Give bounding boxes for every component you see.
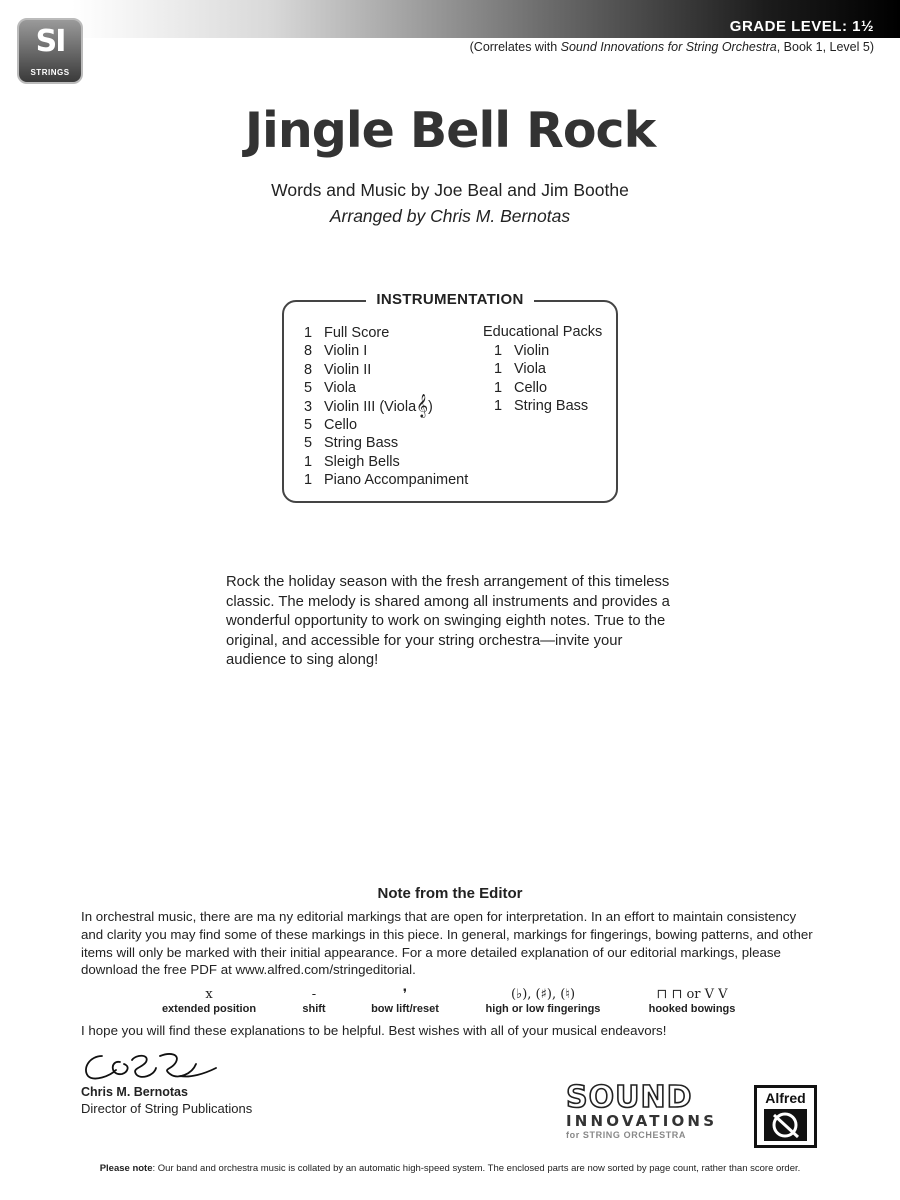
part-quantity: 1	[304, 325, 313, 341]
parts-list	[304, 324, 468, 490]
grade-level: GRADE LEVEL: 1½	[729, 18, 874, 35]
marking-symbol-icon: -	[311, 987, 317, 1002]
part-name: Violin II	[324, 361, 372, 378]
part-name: Cello	[324, 417, 358, 434]
part-quantity: 5	[304, 380, 313, 397]
alfred-emblem-icon	[764, 1109, 807, 1141]
part-quantity: 1	[494, 361, 503, 378]
list-item	[304, 342, 468, 360]
part-quantity: 1	[304, 453, 313, 470]
editorial-marking	[463, 987, 623, 1015]
list-item	[304, 324, 468, 342]
editorial-marking	[325, 987, 485, 1015]
marking-symbol-icon: ❜	[402, 987, 408, 1002]
part-name: Viola	[514, 361, 546, 378]
description: Rock the holiday season with the fresh arrangement of this timeless classic. The melody is shared among all instruments and provides a wonderful opportunity to work on swinging eighth notes. True to the original, and accessible for your string orchestra—invite your audience to sing along!	[226, 574, 670, 669]
marking-symbol-icon: (♭), (♯), (♮)	[510, 987, 576, 1002]
list-item	[304, 392, 468, 417]
instrumentation-heading: INSTRUMENTATION	[0, 291, 900, 309]
marking-label: hooked bowings	[648, 1003, 736, 1015]
part-quantity: 5	[304, 417, 313, 434]
part-name: Cello	[514, 379, 548, 396]
editor-closing: I hope you will find these explanations to be helpful. Best wishes with all of your musical endeavors!	[81, 1023, 667, 1038]
signer-title: Director of String Publications	[81, 1101, 253, 1116]
marking-label: high or low fingerings	[485, 1003, 601, 1015]
part-quantity: 8	[304, 343, 313, 360]
part-name-suffix: )	[427, 398, 433, 415]
marking-symbol-icon: x	[205, 987, 213, 1002]
arranger-credit: Arranged by Chris M. Bernotas	[329, 206, 571, 226]
list-item	[494, 379, 588, 397]
list-item	[304, 453, 468, 471]
part-name: Violin I	[324, 343, 368, 360]
part-quantity: 1	[494, 343, 503, 359]
footnote: Please note: Our band and orchestra music is collated by an automatic high-speed system. The enclosed parts are now sorted by page count, rather than score order.	[99, 1163, 801, 1174]
part-quantity: 1	[304, 472, 313, 489]
treble-clef-icon: 𝄞	[416, 392, 428, 417]
alfred-logo: Alfred	[754, 1085, 817, 1148]
marking-symbol-icon: ⊓ ⊓ or V V	[656, 987, 728, 1002]
packs-title: Educational Packs	[483, 324, 603, 340]
list-item	[494, 360, 588, 378]
part-quantity: 1	[494, 379, 503, 396]
words-music-credit: Words and Music by Joe Beal and Jim Boothe	[271, 180, 629, 200]
list-item	[304, 379, 468, 397]
part-quantity: 1	[494, 398, 503, 415]
sound-innovations-logo: SOUND INNOVATIONS for STRING ORCHESTRA	[566, 1080, 718, 1140]
part-quantity: 5	[304, 435, 313, 452]
signature	[80, 1046, 220, 1084]
list-item	[304, 471, 468, 489]
part-name: String Bass	[514, 398, 589, 415]
page-title: Jingle Bell Rock	[244, 102, 656, 159]
editor-note-heading: Note from the Editor	[377, 885, 523, 902]
list-item	[494, 397, 588, 415]
list-item	[304, 416, 468, 434]
part-name: Viola	[324, 380, 356, 397]
part-name: Violin III (Viola	[324, 398, 417, 415]
editor-note-body: In orchestral music, there are ma ny editorial markings that are open for interpretation. In an effort to maintain consistency and clarity you may find some of these markings in this piece. In general, markings for fingerings, bowing patterns, and other items will only be marked with their initial appearance. For a more detailed explanation of our editorial markings, please download the free PDF at www.alfred.com/stringeditorial.	[81, 909, 813, 978]
signer-name: Chris M. Bernotas	[81, 1085, 188, 1099]
list-item	[304, 434, 468, 452]
part-name: String Bass	[324, 435, 399, 452]
marking-label: bow lift/reset	[371, 1003, 439, 1015]
part-name: Piano Accompaniment	[324, 472, 469, 489]
part-name: Violin	[514, 343, 550, 359]
part-quantity: 3	[304, 398, 313, 415]
part-name: Full Score	[324, 325, 390, 341]
correlates-note: (Correlates with Sound Innovations for String Orchestra, Book 1, Level 5)	[469, 40, 874, 54]
si-strings-logo: SI STRINGS	[17, 18, 83, 84]
list-item	[304, 361, 468, 379]
packs-list	[494, 342, 588, 416]
credits	[0, 177, 900, 229]
part-name: Sleigh Bells	[324, 453, 400, 470]
part-quantity: 8	[304, 361, 313, 378]
list-item	[494, 342, 588, 360]
editorial-marking	[612, 987, 772, 1015]
marking-label: shift	[302, 1003, 326, 1015]
marking-label: extended position	[161, 1003, 257, 1015]
